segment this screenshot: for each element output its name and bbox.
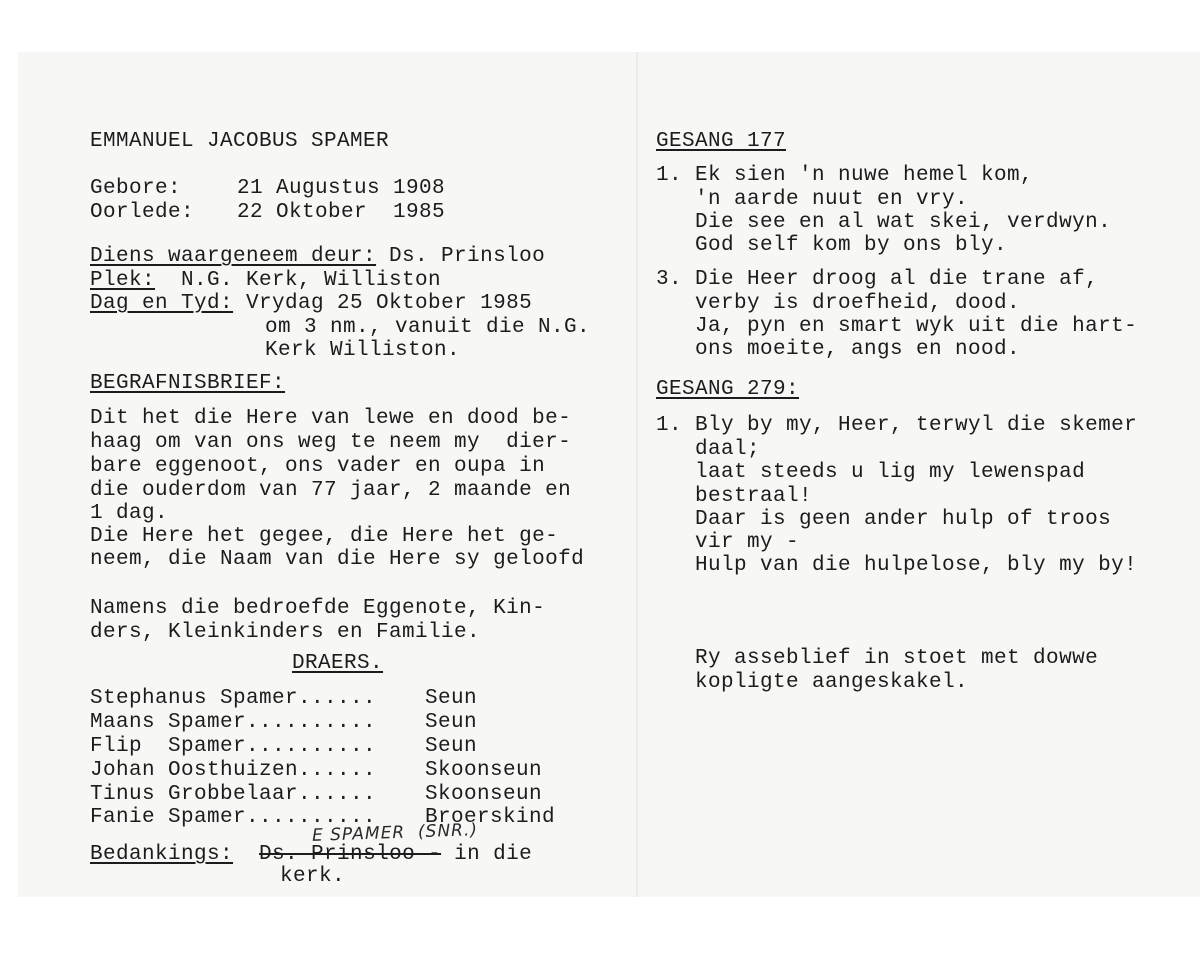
daytime-label: Dag en Tyd: <box>90 292 234 315</box>
hymn-line: daal; <box>656 438 761 461</box>
thanks-line-2: kerk. <box>280 865 346 888</box>
hymn-279-title: GESANG 279: <box>656 378 800 401</box>
place-line <box>90 269 441 293</box>
daytime-line <box>90 292 532 316</box>
bearer-name: Maans Spamer.......... <box>90 711 377 734</box>
place-label: Plek: <box>90 269 156 292</box>
thanks-line <box>90 843 532 867</box>
daytime-value: Vrydag 25 Oktober 1985 <box>233 292 533 315</box>
hymn-line: vir my - <box>656 531 800 554</box>
bearers-title: DRAERS. <box>292 652 384 675</box>
hymn-line: ons moeite, angs en nood. <box>656 338 1021 361</box>
hymn-177-title: GESANG 177 <box>656 130 787 153</box>
daytime-line-3: Kerk Williston. <box>265 339 461 362</box>
hymn-line: Hulp van die hulpelose, bly my by! <box>656 554 1138 577</box>
letter-line: Die Here het gegee, die Here het ge- <box>90 525 559 548</box>
letter-line: bare eggenoot, ons vader en oupa in <box>90 455 546 478</box>
born-date: 21 Augustus 1908 <box>237 177 446 200</box>
place-value: N.G. Kerk, Williston <box>155 269 442 292</box>
bearer-name: Tinus Grobbelaar...... <box>90 783 377 806</box>
bearer-relation: Broerskind <box>425 806 556 829</box>
letter-title: BEGRAFNISBRIEF: <box>90 372 286 395</box>
bearer-name: Stephanus Spamer...... <box>90 687 377 710</box>
letter-line: Dit het die Here van lewe en dood be- <box>90 407 572 430</box>
handwritten-annotation: E SPAMER (SNR.) <box>311 820 479 846</box>
bearer-name: Flip Spamer.......... <box>90 735 377 758</box>
service-line <box>90 245 545 269</box>
bearer-relation: Skoonseun <box>425 759 543 782</box>
bearer-name: Fanie Spamer.......... <box>90 806 377 829</box>
hymn-line: 3. Die Heer droog al die trane af, <box>656 268 1099 291</box>
hymn-line: verby is droefheid, dood. <box>656 292 1021 315</box>
letter-line: die ouderdom van 77 jaar, 2 maande en <box>90 479 572 502</box>
deceased-name: EMMANUEL JACOBUS SPAMER <box>90 130 390 153</box>
bearer-relation: Seun <box>425 711 478 734</box>
bearer-relation: Skoonseun <box>425 783 543 806</box>
thanks-label: Bedankings: <box>90 843 234 866</box>
bearer-name: Johan Oosthuizen...... <box>90 759 377 782</box>
letter-line: 1 dag. <box>90 502 169 525</box>
bearer-relation: Seun <box>425 735 478 758</box>
fold-line <box>636 52 638 897</box>
daytime-line-2: om 3 nm., vanuit die N.G. <box>265 316 591 339</box>
procession-notice-line: Ry asseblief in stoet met dowwe <box>656 647 1099 670</box>
procession-notice-line: kopligte aangeskakel. <box>656 671 969 694</box>
hymn-line: God self kom by ons bly. <box>656 234 1008 257</box>
service-label: Diens waargeneem deur: <box>90 245 377 268</box>
hymn-line: Die see en al wat skei, verdwyn. <box>656 211 1112 234</box>
hymn-line: bestraal! <box>656 485 813 508</box>
thanks-rest: in die <box>441 843 533 866</box>
behalf-line: Namens die bedroefde Eggenote, Kin- <box>90 597 546 620</box>
service-value: Ds. Prinsloo <box>376 245 546 268</box>
letter-line: haag om van ons weg te neem my dier- <box>90 431 572 454</box>
died-label: Oorlede: <box>90 201 195 224</box>
born-label: Gebore: <box>90 177 182 200</box>
bearer-relation: Seun <box>425 687 478 710</box>
behalf-line: ders, Kleinkinders en Familie. <box>90 621 481 644</box>
thanks-struck: Ds. Prinsloo - <box>259 843 442 866</box>
hymn-line: laat steeds u lig my lewenspad <box>656 461 1086 484</box>
died-date: 22 Oktober 1985 <box>237 201 446 224</box>
hymn-line: 1. Bly by my, Heer, terwyl die skemer <box>656 414 1138 437</box>
letter-line: neem, die Naam van die Here sy geloofd <box>90 548 585 571</box>
hymn-line: 'n aarde nuut en vry. <box>656 188 969 211</box>
hymn-line: Ja, pyn en smart wyk uit die hart- <box>656 315 1138 338</box>
hymn-line: 1. Ek sien 'n nuwe hemel kom, <box>656 164 1034 187</box>
hymn-line: Daar is geen ander hulp of troos <box>656 508 1112 531</box>
